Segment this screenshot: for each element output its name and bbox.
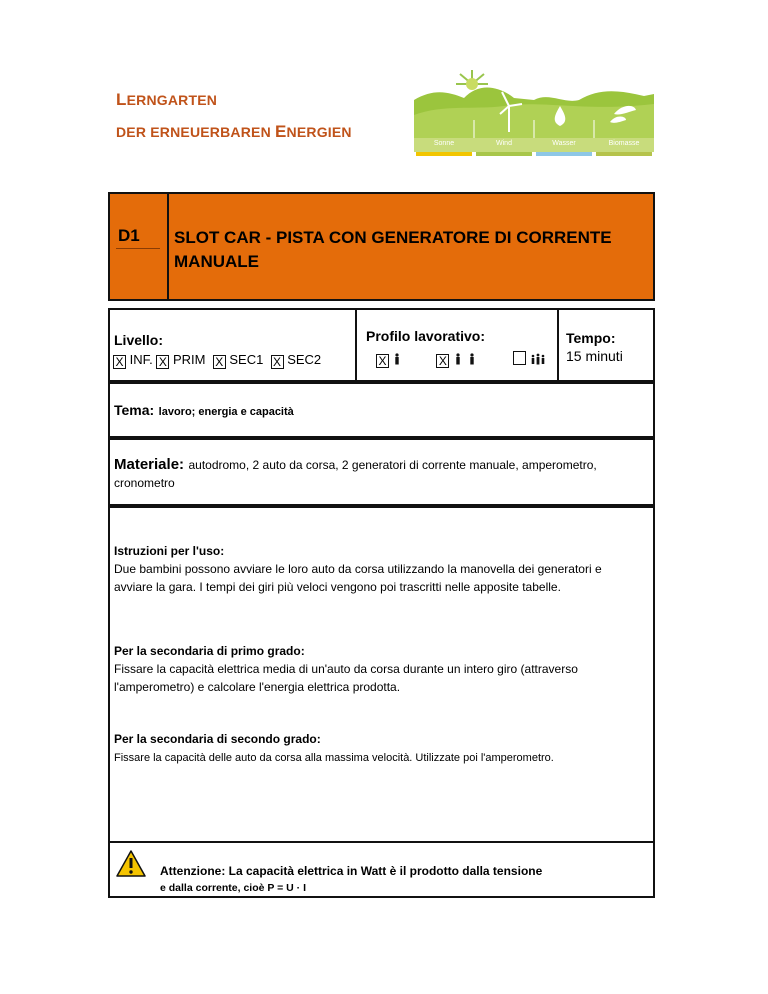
group-persons-icon	[530, 352, 546, 370]
checkbox-prim[interactable]: X	[156, 355, 169, 369]
primo-grado-heading: Per la secondaria di primo grado:	[114, 644, 305, 658]
warning-icon	[116, 850, 146, 882]
livello-inf-label: INF.	[129, 352, 153, 367]
primo-grado-line1: Fissare la capacità elettrica media di un'auto da corsa durante un intero giro (attraverso	[114, 662, 578, 676]
info-divider-2	[557, 310, 559, 380]
checkbox-inf[interactable]: X	[113, 355, 126, 369]
tema-value: lavoro; energia e capacità	[158, 406, 294, 418]
materiale-value-line1: autodromo, 2 auto da corsa, 2 generatori di corrente manuale, amperometro,	[188, 458, 597, 472]
istruzioni-line1: Due bambini possono avviare le loro auto da corsa utilizzando la manovella dei generatori e	[114, 562, 602, 576]
materiale-label: Materiale:	[114, 456, 185, 473]
livello-sec1-label: SEC1	[229, 352, 264, 367]
logo-label-sonne: Sonne	[433, 140, 455, 147]
activity-title: SLOT CAR - PISTA CON GENERATORE DI CORRENTE MANUALE	[174, 228, 612, 271]
info-row	[108, 308, 655, 382]
secondo-grado-line1: Fissare la capacità delle auto da corsa alla massima velocità. Utilizzate poi l'amperometro.	[114, 752, 554, 764]
title-box	[108, 192, 655, 301]
primo-grado-line2: l'amperometro) e calcolare l'energia elettrica prodotta.	[114, 680, 401, 694]
secondo-grado-section	[114, 730, 554, 767]
profilo-label: Profilo lavorativo:	[366, 328, 486, 344]
tema-line	[114, 402, 294, 420]
profilo-options	[376, 350, 546, 370]
checkbox-profilo-pair[interactable]: X	[436, 354, 449, 368]
attenzione-line2: e dalla corrente, cioè P = U · I	[160, 882, 306, 894]
single-person-icon	[393, 352, 401, 370]
checkbox-profilo-group[interactable]	[513, 351, 526, 365]
livello-options	[113, 352, 321, 369]
logo-label-wasser: Wasser	[552, 140, 576, 147]
header-title-line1: LERNGARTEN	[116, 90, 218, 109]
livello-prim-label: PRIM	[173, 352, 206, 367]
tema-row	[108, 382, 655, 438]
tema-label: Tema:	[114, 402, 155, 418]
materiale-value-line2: cronometro	[114, 476, 175, 490]
header-title-line2: DER ERNEUERBAREN ENERGIEN	[116, 122, 352, 141]
logo-label-wind: Wind	[496, 140, 512, 147]
materiale-line1	[114, 456, 597, 474]
istruzioni-heading: Istruzioni per l'uso:	[114, 544, 225, 558]
lerngarten-logo	[414, 70, 654, 158]
instructions-block	[108, 506, 655, 898]
activity-code-underline	[116, 248, 160, 249]
info-divider-1	[355, 310, 357, 380]
istruzioni-section	[114, 542, 602, 596]
attenzione-line1: Attenzione: La capacità elettrica in Watt è il prodotto dalla tensione	[160, 864, 543, 878]
title-box-divider	[167, 194, 169, 299]
primo-grado-section	[114, 642, 578, 696]
activity-code: D1	[118, 226, 140, 245]
materiale-row	[108, 438, 655, 506]
checkbox-sec2[interactable]: X	[271, 355, 284, 369]
logo-label-biomasse: Biomasse	[608, 140, 640, 147]
livello-sec2-label: SEC2	[287, 352, 322, 367]
tempo-label: Tempo:	[566, 330, 616, 346]
secondo-grado-heading: Per la secondaria di secondo grado:	[114, 732, 321, 746]
tempo-value: 15 minuti	[566, 348, 623, 364]
checkbox-sec1[interactable]: X	[213, 355, 226, 369]
checkbox-profilo-single[interactable]: X	[376, 354, 389, 368]
istruzioni-line2: avviare la gara. I tempi dei giri più veloci vengono poi trascritti nelle apposite tabelle.	[114, 580, 561, 594]
logo-labels	[414, 140, 654, 152]
livello-label: Livello:	[114, 332, 164, 348]
attenzione-divider	[110, 841, 653, 843]
pair-persons-icon	[454, 352, 478, 370]
